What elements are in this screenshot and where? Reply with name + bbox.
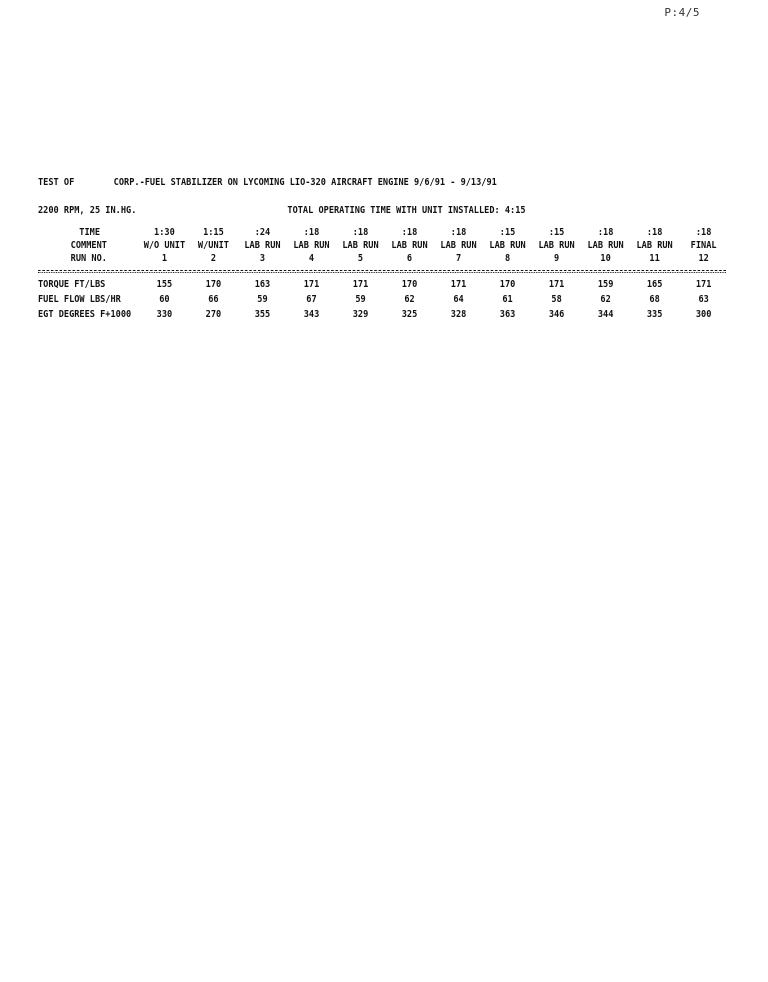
engine-conditions: 2200 RPM, 25 IN.HG. bbox=[38, 205, 137, 216]
table-cell: 61 bbox=[502, 294, 513, 305]
table-cell: 300 bbox=[695, 309, 712, 320]
test-description: CORP.-FUEL STABILIZER ON LYCOMING LIO-320 AIRCRAFT ENGINE 9/6/91 - 9/13/91 bbox=[113, 177, 497, 188]
table-cell: 63 bbox=[698, 294, 709, 305]
table-cell: 346 bbox=[548, 309, 565, 320]
column-time: :18 bbox=[352, 227, 369, 238]
column-run: 10 bbox=[600, 253, 611, 264]
table-column-header bbox=[287, 227, 337, 266]
column-time: :18 bbox=[401, 227, 418, 238]
column-time: :15 bbox=[499, 227, 516, 238]
column-comment: LAB RUN bbox=[342, 240, 379, 251]
column-run: 1 bbox=[161, 253, 168, 264]
table-cell: 343 bbox=[303, 309, 320, 320]
table-cell: 60 bbox=[159, 294, 170, 305]
table-column-header bbox=[581, 227, 631, 266]
test-report bbox=[38, 177, 717, 324]
total-operating-time: TOTAL OPERATING TIME WITH UNIT INSTALLED: 4:15 bbox=[287, 205, 526, 216]
column-comment: LAB RUN bbox=[391, 240, 428, 251]
header-label-time: TIME bbox=[79, 227, 101, 238]
column-time: 1:30 bbox=[154, 227, 175, 238]
column-comment: LAB RUN bbox=[293, 240, 330, 251]
table-cell: 64 bbox=[453, 294, 464, 305]
table-cell: 330 bbox=[156, 309, 173, 320]
column-run: 2 bbox=[210, 253, 217, 264]
table-row bbox=[38, 309, 712, 324]
column-run: 11 bbox=[649, 253, 660, 264]
row-label: TORQUE FT/LBS bbox=[38, 279, 106, 290]
table-column-header bbox=[139, 227, 189, 266]
table-column-header bbox=[238, 227, 288, 266]
column-time: :15 bbox=[548, 227, 565, 238]
table-column-header bbox=[385, 227, 435, 266]
table-cell: 344 bbox=[597, 309, 614, 320]
column-comment: LAB RUN bbox=[244, 240, 281, 251]
header-label-run-no: RUN NO. bbox=[70, 253, 107, 264]
column-comment: LAB RUN bbox=[587, 240, 624, 251]
test-label: TEST OF bbox=[38, 177, 75, 188]
table-column-header bbox=[630, 227, 680, 266]
table-cell: 171 bbox=[548, 279, 565, 290]
table-cell: 165 bbox=[646, 279, 663, 290]
column-comment: FINAL bbox=[690, 240, 717, 251]
table-cell: 62 bbox=[600, 294, 611, 305]
table-column-header bbox=[189, 227, 239, 266]
table-cell: 170 bbox=[205, 279, 222, 290]
table-column-header bbox=[336, 227, 386, 266]
table-row bbox=[38, 294, 709, 309]
header-label-comment: COMMENT bbox=[70, 240, 107, 251]
table-column-header bbox=[434, 227, 484, 266]
column-run: 5 bbox=[357, 253, 364, 264]
column-comment: W/O UNIT bbox=[143, 240, 186, 251]
table-cell: 328 bbox=[450, 309, 467, 320]
table-cell: 329 bbox=[352, 309, 369, 320]
header-labels bbox=[71, 227, 140, 266]
table-cell: 171 bbox=[695, 279, 712, 290]
column-run: 3 bbox=[259, 253, 266, 264]
table-cell: 59 bbox=[355, 294, 366, 305]
column-time: 1:15 bbox=[203, 227, 224, 238]
column-run: 7 bbox=[455, 253, 462, 264]
column-time: :18 bbox=[450, 227, 467, 238]
table-cell: 59 bbox=[257, 294, 268, 305]
column-time: :18 bbox=[303, 227, 320, 238]
header-divider bbox=[38, 269, 726, 275]
table-column-header bbox=[679, 227, 729, 266]
table-header bbox=[38, 227, 717, 267]
table-cell: 335 bbox=[646, 309, 663, 320]
column-run: 8 bbox=[504, 253, 511, 264]
column-comment: LAB RUN bbox=[636, 240, 673, 251]
table-cell: 170 bbox=[499, 279, 516, 290]
column-run: 6 bbox=[406, 253, 413, 264]
test-title-line bbox=[38, 177, 631, 191]
column-time: :24 bbox=[254, 227, 271, 238]
table-column-header bbox=[532, 227, 582, 266]
table-cell: 68 bbox=[649, 294, 660, 305]
row-label: EGT DEGREES F+1000 bbox=[38, 309, 132, 320]
table-cell: 171 bbox=[303, 279, 320, 290]
table-cell: 62 bbox=[404, 294, 415, 305]
table-row bbox=[38, 279, 712, 294]
table-cell: 355 bbox=[254, 309, 271, 320]
page-number: P:4/5 bbox=[664, 6, 700, 19]
table-cell: 58 bbox=[551, 294, 562, 305]
column-time: :18 bbox=[597, 227, 614, 238]
table-cell: 270 bbox=[205, 309, 222, 320]
table-cell: 170 bbox=[401, 279, 418, 290]
table-cell: 67 bbox=[306, 294, 317, 305]
column-run: 4 bbox=[308, 253, 315, 264]
table-cell: 155 bbox=[156, 279, 173, 290]
table-cell: 171 bbox=[450, 279, 467, 290]
row-label: FUEL FLOW LBS/HR bbox=[38, 294, 121, 305]
column-time: :18 bbox=[695, 227, 712, 238]
data-table-body bbox=[38, 279, 712, 324]
table-cell: 363 bbox=[499, 309, 516, 320]
table-cell: 159 bbox=[597, 279, 614, 290]
column-comment: W/UNIT bbox=[197, 240, 229, 251]
column-comment: LAB RUN bbox=[538, 240, 575, 251]
column-comment: LAB RUN bbox=[440, 240, 477, 251]
column-run: 9 bbox=[553, 253, 560, 264]
column-time: :18 bbox=[646, 227, 663, 238]
table-column-header bbox=[483, 227, 533, 266]
table-cell: 171 bbox=[352, 279, 369, 290]
table-cell: 163 bbox=[254, 279, 271, 290]
table-cell: 66 bbox=[208, 294, 219, 305]
column-comment: LAB RUN bbox=[489, 240, 526, 251]
column-run: 12 bbox=[698, 253, 709, 264]
test-conditions-line bbox=[38, 205, 631, 219]
table-cell: 325 bbox=[401, 309, 418, 320]
